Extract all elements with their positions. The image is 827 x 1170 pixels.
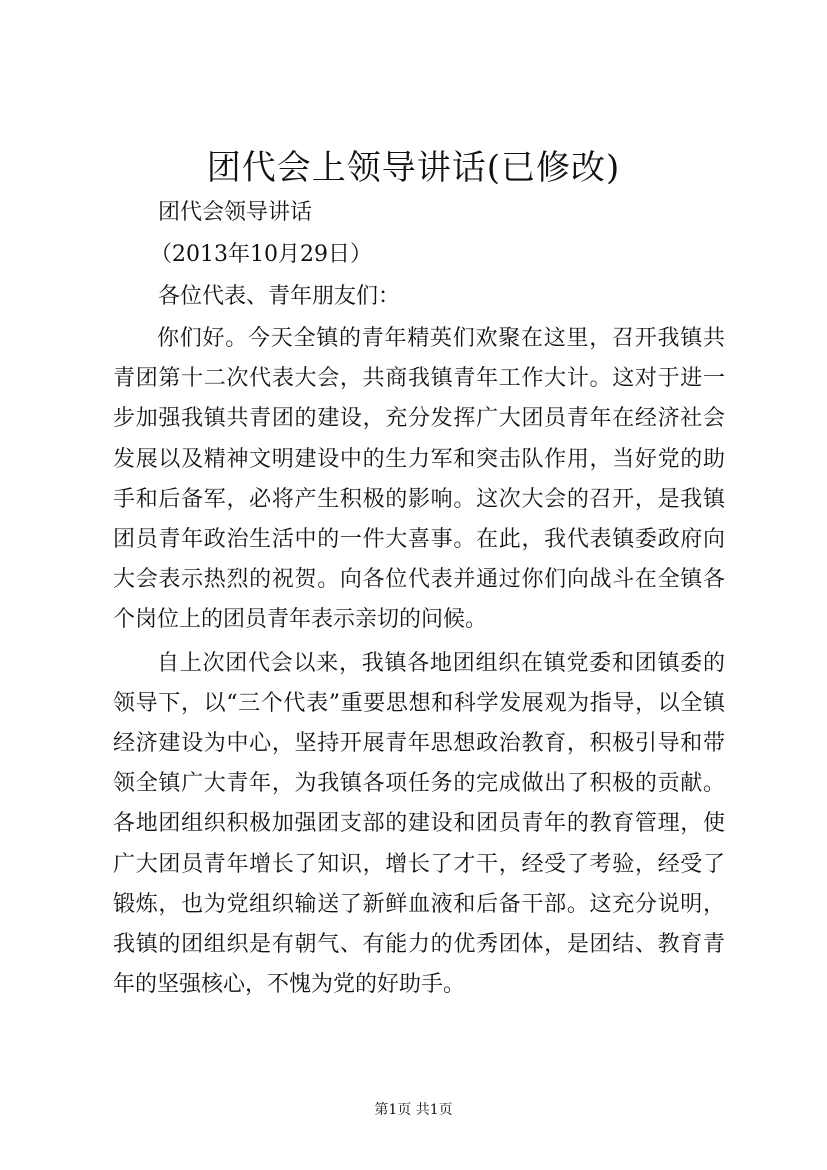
document-subtitle: 团代会领导讲话 [158,200,313,225]
document-date: （2013年10月29日） [150,242,372,267]
document-body [113,319,725,1008]
salutation: 各位代表、青年朋友们： [158,284,401,309]
document-title: 团代会上领导讲话(已修改) [206,148,621,188]
paragraph-2: 自上次团代会以来，我镇各地团组织在镇党委和团镇委的领导下，以“三个代表”重要思想和科学发展观为指导，以全镇经济建设为中心，坚持开展青年思想政治教育，积极引导和带领全镇广大青年，为我镇各项任务的完成做出了积极的贡献。各地团组织积极加强团支部的建设和团员青年的教育管理，使广大团员青年增长了知识，增长了才干，经受了考验，经受了锻炼，也为党组织输送了新鲜血液和后备干部。这充分说明，我镇的团组织是有朝气、有能力的优秀团体，是团结、教育青年的坚强核心，不愧为党的好助手。 [113,650,725,998]
paragraph-1: 你们好。今天全镇的青年精英们欢聚在这里，召开我镇共青团第十二次代表大会，共商我镇青年工作大计。这对于进一步加强我镇共青团的建设，充分发挥广大团员青年在经济社会发展以及精神文明建设中的生力军和突击队作用，当好党的助手和后备军，必将产生积极的影响。这次大会的召开，是我镇团员青年政治生活中的一件大喜事。在此，我代表镇委政府向大会表示热烈的祝贺。向各位代表并通过你们向战斗在全镇各个岗位上的团员青年表示亲切的问候。 [113,326,725,633]
page-number: 第1页 共1页 [374,1102,453,1118]
